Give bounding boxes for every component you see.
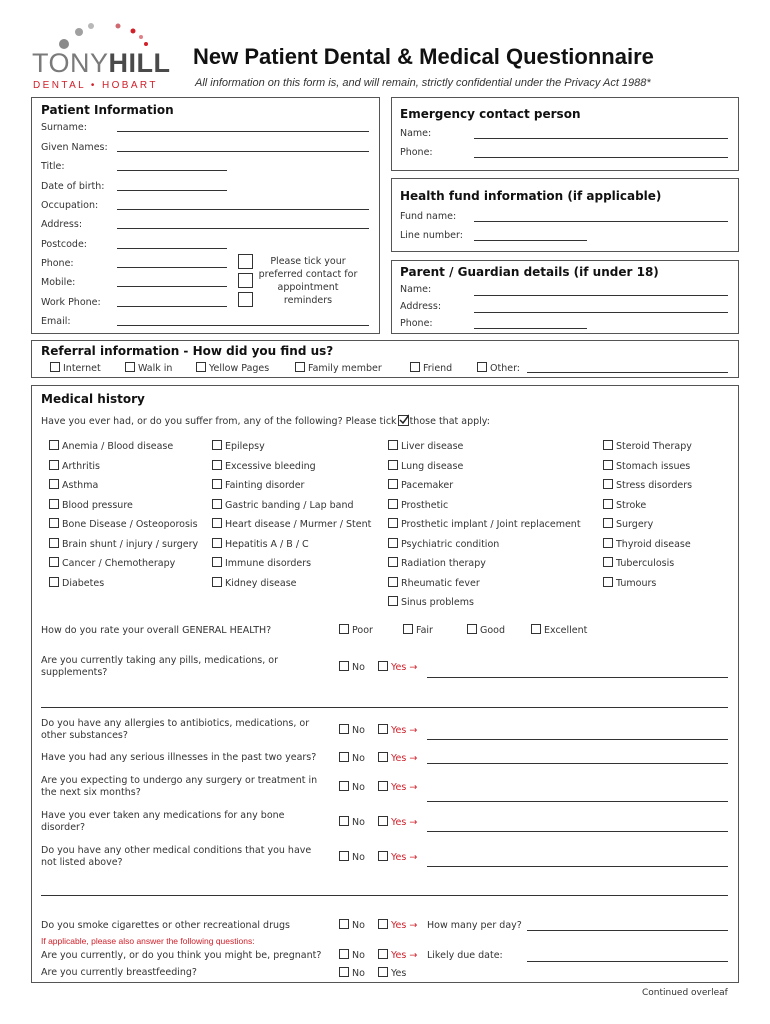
no-label: No (352, 950, 365, 961)
condition-item[interactable] (388, 479, 453, 491)
contact-preference-note: Please tick your preferred contact for appointment reminders (258, 256, 358, 306)
breastfeeding-question: Are you currently breastfeeding? (41, 967, 197, 978)
checkbox[interactable] (603, 577, 613, 587)
phone-label: Phone: (41, 258, 74, 269)
checkbox[interactable] (49, 557, 59, 567)
condition-item[interactable] (212, 518, 371, 530)
checkbox[interactable] (339, 781, 349, 791)
condition-item[interactable] (603, 440, 692, 452)
logo-bold-text: HILL (108, 48, 171, 78)
health-fund-heading: Health fund information (if applicable) (400, 189, 662, 203)
referral-option-label: Walk in (138, 363, 173, 374)
condition-item[interactable] (49, 538, 198, 550)
phone-field[interactable] (117, 267, 227, 268)
condition-item[interactable] (603, 499, 646, 511)
referral-internet[interactable] (50, 362, 101, 374)
checkbox[interactable] (531, 624, 541, 634)
medical-intro-text-end: those that apply: (409, 416, 490, 427)
checkbox[interactable] (49, 460, 59, 470)
condition-label: Radiation therapy (401, 558, 486, 569)
condition-item[interactable] (49, 460, 100, 472)
medical-intro-text: Have you ever had, or do you suffer from, any of the following? Please tick (41, 416, 397, 427)
condition-item[interactable] (388, 577, 480, 589)
condition-item[interactable] (49, 518, 198, 530)
if-applicable-note: If applicable, please also answer the following questions: (41, 936, 255, 946)
pills-yes[interactable] (378, 661, 417, 673)
emergency-name-label: Name: (400, 128, 432, 139)
condition-label: Bone Disease / Osteoporosis (62, 519, 198, 530)
condition-label: Pacemaker (401, 480, 454, 491)
general-health-question: How do you rate your overall GENERAL HEALTH? (41, 625, 272, 636)
given-names-label: Given Names: (41, 142, 108, 153)
condition-item[interactable] (388, 538, 499, 550)
condition-label: Cancer / Chemotherapy (62, 558, 176, 569)
condition-label: Surgery (616, 519, 654, 530)
condition-item[interactable] (212, 577, 297, 589)
illness-details-field[interactable] (427, 763, 728, 764)
pills-extra-line[interactable] (41, 707, 728, 708)
postcode-field[interactable] (117, 248, 227, 249)
referral-other-field[interactable] (527, 372, 728, 373)
checkbox[interactable] (339, 919, 349, 929)
checkbox[interactable] (212, 460, 222, 470)
other-conditions-extra-line[interactable] (41, 895, 728, 896)
condition-label: Sinus problems (401, 597, 474, 608)
checkbox[interactable] (49, 479, 59, 489)
condition-item[interactable] (388, 596, 474, 608)
emergency-name-field[interactable] (474, 138, 728, 139)
title-field[interactable] (117, 170, 227, 171)
condition-label: Lung disease (401, 460, 464, 472)
checkbox[interactable] (212, 479, 222, 489)
no-label: No (352, 753, 365, 764)
smoke-yes[interactable] (378, 919, 417, 931)
condition-item[interactable] (49, 557, 175, 569)
allergies-yes[interactable] (378, 724, 417, 736)
illness-yes[interactable] (378, 752, 417, 764)
checkbox[interactable] (378, 919, 388, 929)
condition-item[interactable] (388, 518, 581, 530)
allergies-details-field[interactable] (427, 739, 728, 740)
checkbox[interactable] (603, 479, 613, 489)
medical-history-heading: Medical history (41, 392, 145, 406)
checkbox[interactable] (467, 624, 477, 634)
logo (32, 18, 182, 94)
referral-friend[interactable] (410, 362, 452, 374)
mobile-label: Mobile: (41, 277, 76, 288)
referral-walk-in[interactable] (125, 362, 172, 374)
checkbox[interactable] (388, 577, 398, 587)
checkbox[interactable] (603, 440, 613, 450)
checkbox[interactable] (125, 362, 135, 372)
checkbox[interactable] (49, 538, 59, 548)
condition-item[interactable] (603, 479, 692, 491)
other-conditions-question: Do you have any other medical conditions that you have not listed above? (41, 845, 312, 868)
surgery-yes[interactable] (378, 781, 417, 793)
checkbox[interactable] (212, 440, 222, 450)
condition-label: Psychiatric condition (401, 538, 500, 550)
condition-label: Tumours (616, 577, 657, 589)
condition-label: Excessive bleeding (225, 460, 316, 472)
checkbox[interactable] (212, 577, 222, 587)
surgery-question: Are you expecting to undergo any surgery or treatment in the next six months? (41, 775, 318, 798)
condition-label: Kidney disease (225, 577, 297, 589)
continued-overleaf: Continued overleaf (642, 988, 728, 998)
condition-item[interactable] (49, 440, 173, 452)
health-option-label: Excellent (544, 625, 588, 636)
surgery-no[interactable] (339, 781, 365, 793)
breastfeeding-no[interactable] (339, 967, 365, 979)
work-phone-field[interactable] (117, 306, 227, 307)
given-names-field[interactable] (117, 151, 369, 152)
address-label: Address: (41, 219, 83, 230)
yes-label: Yes (391, 968, 407, 979)
checkbox[interactable] (603, 460, 613, 470)
checkbox[interactable] (388, 440, 398, 450)
checkbox[interactable] (388, 538, 398, 548)
line-number-field[interactable] (474, 240, 587, 241)
condition-item[interactable] (603, 518, 653, 530)
yes-label: Yes → (391, 782, 418, 793)
no-label: No (352, 852, 365, 863)
yes-label: Yes → (391, 852, 418, 863)
referral-option-label: Yellow Pages (209, 363, 270, 374)
condition-label: Gastric banding / Lap band (225, 499, 354, 511)
guardian-phone-label: Phone: (400, 318, 433, 329)
condition-item[interactable] (212, 557, 311, 569)
checkbox[interactable] (339, 949, 349, 959)
referral-other[interactable] (477, 362, 520, 374)
checkbox[interactable] (212, 557, 222, 567)
condition-label: Heart disease / Murmer / Stent (225, 519, 372, 530)
condition-label: Immune disorders (225, 558, 312, 569)
condition-item[interactable] (388, 499, 448, 511)
page-subtitle: All information on this form is, and will remain, strictly confidential under the Privacy Act 1988* (195, 77, 651, 89)
checkbox[interactable] (378, 781, 388, 791)
condition-label: Blood pressure (62, 499, 133, 511)
fund-name-field[interactable] (474, 221, 728, 222)
checkbox[interactable] (339, 724, 349, 734)
condition-label: Liver disease (401, 441, 464, 452)
checkbox[interactable] (339, 851, 349, 861)
condition-label: Fainting disorder (225, 480, 305, 491)
condition-label: Anemia / Blood disease (62, 441, 174, 452)
health-poor[interactable] (339, 624, 373, 636)
condition-item[interactable] (388, 440, 463, 452)
condition-item[interactable] (212, 460, 316, 472)
guardian-phone-field[interactable] (474, 328, 587, 329)
other-conditions-yes[interactable] (378, 851, 417, 863)
checkbox[interactable] (388, 596, 398, 606)
yes-label: Yes → (391, 662, 418, 673)
condition-label: Asthma (62, 480, 99, 491)
condition-item[interactable] (212, 440, 265, 452)
condition-label: Tuberculosis (616, 558, 675, 569)
checkbox[interactable] (388, 499, 398, 509)
occupation-field[interactable] (117, 209, 369, 210)
condition-label: Prosthetic (401, 499, 449, 511)
checkbox[interactable] (339, 816, 349, 826)
condition-item[interactable] (49, 577, 104, 589)
pills-no[interactable] (339, 661, 365, 673)
health-option-label: Good (480, 625, 506, 636)
phone-preference-checkbox[interactable] (238, 254, 253, 269)
checkbox[interactable] (339, 967, 349, 977)
address-field[interactable] (117, 228, 369, 229)
email-field[interactable] (117, 325, 369, 326)
checkbox[interactable] (295, 362, 305, 372)
guardian-address-label: Address: (400, 301, 442, 312)
medical-intro (41, 415, 490, 427)
mobile-preference-checkbox[interactable] (238, 273, 253, 288)
bone-no[interactable] (339, 816, 365, 828)
checkbox[interactable] (339, 624, 349, 634)
referral-yellow-pages[interactable] (196, 362, 269, 374)
medical-history-box (31, 385, 739, 983)
pregnant-no[interactable] (339, 949, 365, 961)
emergency-phone-field[interactable] (474, 157, 728, 158)
checkbox[interactable] (388, 479, 398, 489)
condition-label: Steroid Therapy (616, 441, 692, 452)
smoke-no[interactable] (339, 919, 365, 931)
condition-item[interactable] (212, 538, 309, 550)
date-of-birth-field[interactable] (117, 190, 227, 191)
other-conditions-details-field[interactable] (427, 866, 728, 867)
condition-label: Stroke (616, 499, 647, 511)
work-phone-preference-checkbox[interactable] (238, 292, 253, 307)
guardian-heading: Parent / Guardian details (if under 18) (400, 265, 659, 279)
checkbox[interactable] (212, 518, 222, 528)
checkbox[interactable] (388, 518, 398, 528)
pregnant-yes[interactable] (378, 949, 417, 961)
health-good[interactable] (467, 624, 505, 636)
pills-question: Are you currently taking any pills, medications, or supplements? (41, 655, 278, 678)
illness-no[interactable] (339, 752, 365, 764)
checkbox[interactable] (378, 816, 388, 826)
condition-label: Prosthetic implant / Joint replacement (401, 519, 581, 530)
condition-label: Arthritis (62, 460, 101, 472)
patient-info-heading: Patient Information (41, 103, 174, 117)
no-label: No (352, 782, 365, 793)
postcode-label: Postcode: (41, 239, 87, 250)
health-option-label: Poor (352, 625, 373, 636)
emergency-heading: Emergency contact person (400, 107, 581, 121)
no-label: No (352, 725, 365, 736)
condition-label: Rheumatic fever (401, 577, 480, 589)
checkbox[interactable] (603, 499, 613, 509)
date-of-birth-label: Date of birth: (41, 181, 105, 192)
condition-item[interactable] (212, 479, 304, 491)
yes-label: Yes → (391, 725, 418, 736)
referral-option-label: Internet (63, 363, 101, 374)
referral-family-member[interactable] (295, 362, 382, 374)
surgery-details-field[interactable] (427, 801, 728, 802)
referral-option-label: Friend (423, 363, 453, 374)
no-label: No (352, 662, 365, 673)
due-date-field[interactable] (527, 961, 728, 962)
checkbox[interactable] (49, 440, 59, 450)
condition-label: Diabetes (62, 577, 105, 589)
guardian-address-field[interactable] (474, 312, 728, 313)
no-label: No (352, 920, 365, 931)
no-label: No (352, 968, 365, 979)
checkbox[interactable] (50, 362, 60, 372)
line-number-label: Line number: (400, 230, 463, 241)
checkbox[interactable] (49, 518, 59, 528)
checkbox[interactable] (378, 661, 388, 671)
yes-label: Yes → (391, 950, 418, 961)
checkbox[interactable] (388, 460, 398, 470)
checkbox[interactable] (49, 499, 59, 509)
checkbox[interactable] (378, 967, 388, 977)
emergency-phone-label: Phone: (400, 147, 433, 158)
condition-item[interactable] (603, 460, 690, 472)
checkbox[interactable] (196, 362, 206, 372)
health-fair[interactable] (403, 624, 433, 636)
condition-label: Hepatitis A / B / C (225, 538, 309, 550)
checkbox[interactable] (339, 661, 349, 671)
checkbox[interactable] (49, 577, 59, 587)
condition-label: Thyroid disease (616, 538, 691, 550)
checkbox[interactable] (378, 724, 388, 734)
referral-option-label: Family member (308, 363, 382, 374)
illness-question: Have you had any serious illnesses in the past two years? (41, 752, 317, 763)
work-phone-label: Work Phone: (41, 297, 101, 308)
checkbox[interactable] (403, 624, 413, 634)
condition-label: Epilepsy (225, 441, 265, 452)
smoke-question: Do you smoke cigarettes or other recreational drugs (41, 920, 290, 931)
condition-item[interactable] (603, 557, 674, 569)
referral-heading: Referral information - How did you find us? (41, 344, 334, 358)
condition-item[interactable] (603, 538, 691, 550)
how-many-label: How many per day? (427, 920, 522, 931)
checkbox[interactable] (477, 362, 487, 372)
referral-option-label: Other: (490, 363, 521, 374)
checkbox[interactable] (410, 362, 420, 372)
occupation-label: Occupation: (41, 200, 99, 211)
checkbox[interactable] (388, 557, 398, 567)
health-excellent[interactable] (531, 624, 587, 636)
mobile-field[interactable] (117, 286, 227, 287)
bone-yes[interactable] (378, 816, 417, 828)
checkbox[interactable] (378, 752, 388, 762)
condition-item[interactable] (49, 499, 133, 511)
allergies-no[interactable] (339, 724, 365, 736)
pills-details-field[interactable] (427, 677, 728, 678)
checkbox[interactable] (603, 538, 613, 548)
allergies-question: Do you have any allergies to antibiotics, medications, or other substances? (41, 718, 310, 741)
checkbox[interactable] (378, 949, 388, 959)
guardian-name-label: Name: (400, 284, 432, 295)
fund-name-label: Fund name: (400, 211, 457, 222)
checkbox[interactable] (339, 752, 349, 762)
health-option-label: Fair (416, 625, 433, 636)
yes-label: Yes → (391, 753, 418, 764)
logo-light-text: TONY (32, 48, 109, 78)
bone-question: Have you ever taken any medications for any bone disorder? (41, 810, 285, 833)
checkbox[interactable] (603, 557, 613, 567)
condition-item[interactable] (212, 499, 354, 511)
yes-label: Yes → (391, 920, 418, 931)
condition-item[interactable] (603, 577, 656, 589)
page-title: New Patient Dental & Medical Questionnaire (193, 44, 654, 69)
condition-label: Brain shunt / injury / surgery (62, 538, 199, 550)
surname-field[interactable] (117, 131, 369, 132)
condition-label: Stress disorders (616, 480, 693, 491)
checkbox[interactable] (212, 538, 222, 548)
pregnant-question: Are you currently, or do you think you might be, pregnant? (41, 950, 322, 961)
breastfeeding-yes[interactable] (378, 967, 406, 979)
condition-item[interactable] (388, 557, 486, 569)
checkbox[interactable] (603, 518, 613, 528)
surname-label: Surname: (41, 122, 87, 133)
checkbox[interactable] (212, 499, 222, 509)
checkmark-icon (398, 415, 409, 426)
no-label: No (352, 817, 365, 828)
due-date-label: Likely due date: (427, 950, 503, 961)
title-label: Title: (41, 161, 65, 172)
condition-item[interactable] (388, 460, 463, 472)
other-conditions-no[interactable] (339, 851, 365, 863)
how-many-field[interactable] (527, 930, 728, 931)
bone-details-field[interactable] (427, 831, 728, 832)
logo-subtitle: DENTAL • HOBART (33, 80, 158, 91)
guardian-name-field[interactable] (474, 295, 728, 296)
email-label: Email: (41, 316, 71, 327)
checkbox[interactable] (378, 851, 388, 861)
condition-item[interactable] (49, 479, 98, 491)
condition-label: Stomach issues (616, 460, 691, 472)
yes-label: Yes → (391, 817, 418, 828)
